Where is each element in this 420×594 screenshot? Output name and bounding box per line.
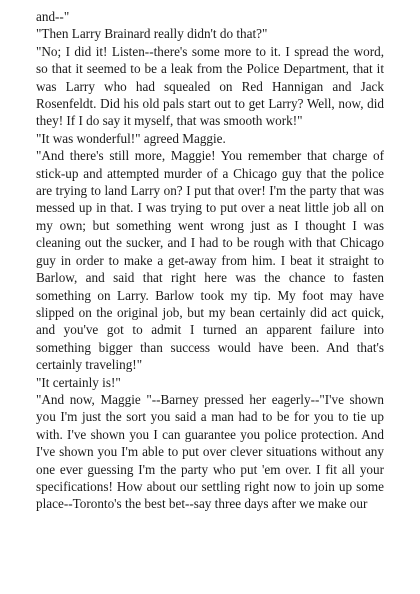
- paragraph-5: "And there's still more, Maggie! You remember that charge of stick-up and attempted murder of a Chicago guy that the police are trying to land Larry on? I put that over! I'm the party that was messed up in that. I was trying to put over a neat little job all on my own; but something went wrong just as I thought I was cleaning out the sucker, and I had to be rough with that Chicago guy in order to make a get-away from him. I beat it straight to Barlow, and said that right here was the chance to fasten something on Larry. Barlow took my tip. My foot may have slipped on the original job, but my bean certainly did act quick, and you've got to admit I turned an apparent failure into something bigger than success would have been. And that's certainly traveling!": [36, 148, 384, 373]
- paragraph-1: and--": [36, 9, 70, 24]
- paragraph-2: "Then Larry Brainard really didn't do that?": [36, 26, 268, 42]
- paragraph-4: "It was wonderful!" agreed Maggie.: [36, 130, 226, 146]
- paragraph-6: "It certainly is!": [36, 374, 121, 390]
- paragraph-7: "And now, Maggie "--Barney pressed her eagerly--"I've shown you I'm just the sort you said a man had to be for you to tie up with. I've shown you I can guarantee you police protection. And I've shown you I'm able to put over clever situations without any one ever guessing I'm the party who put 'em over. I fit all your specifications! How about our settling right now to join up some place--Toronto's the best bet--say three days after we make our: [36, 391, 384, 512]
- paragraph-3: "No; I did it! Listen--there's some more to it. I spread the word, so that it seemed to be a leak from the Police Department, that it was Larry who had squealed on Red Hannigan and Jack Rosenfeldt. Did his old pals start out to get Larry? Well, now, did they! If I do say it myself, that was smooth work!": [36, 43, 384, 129]
